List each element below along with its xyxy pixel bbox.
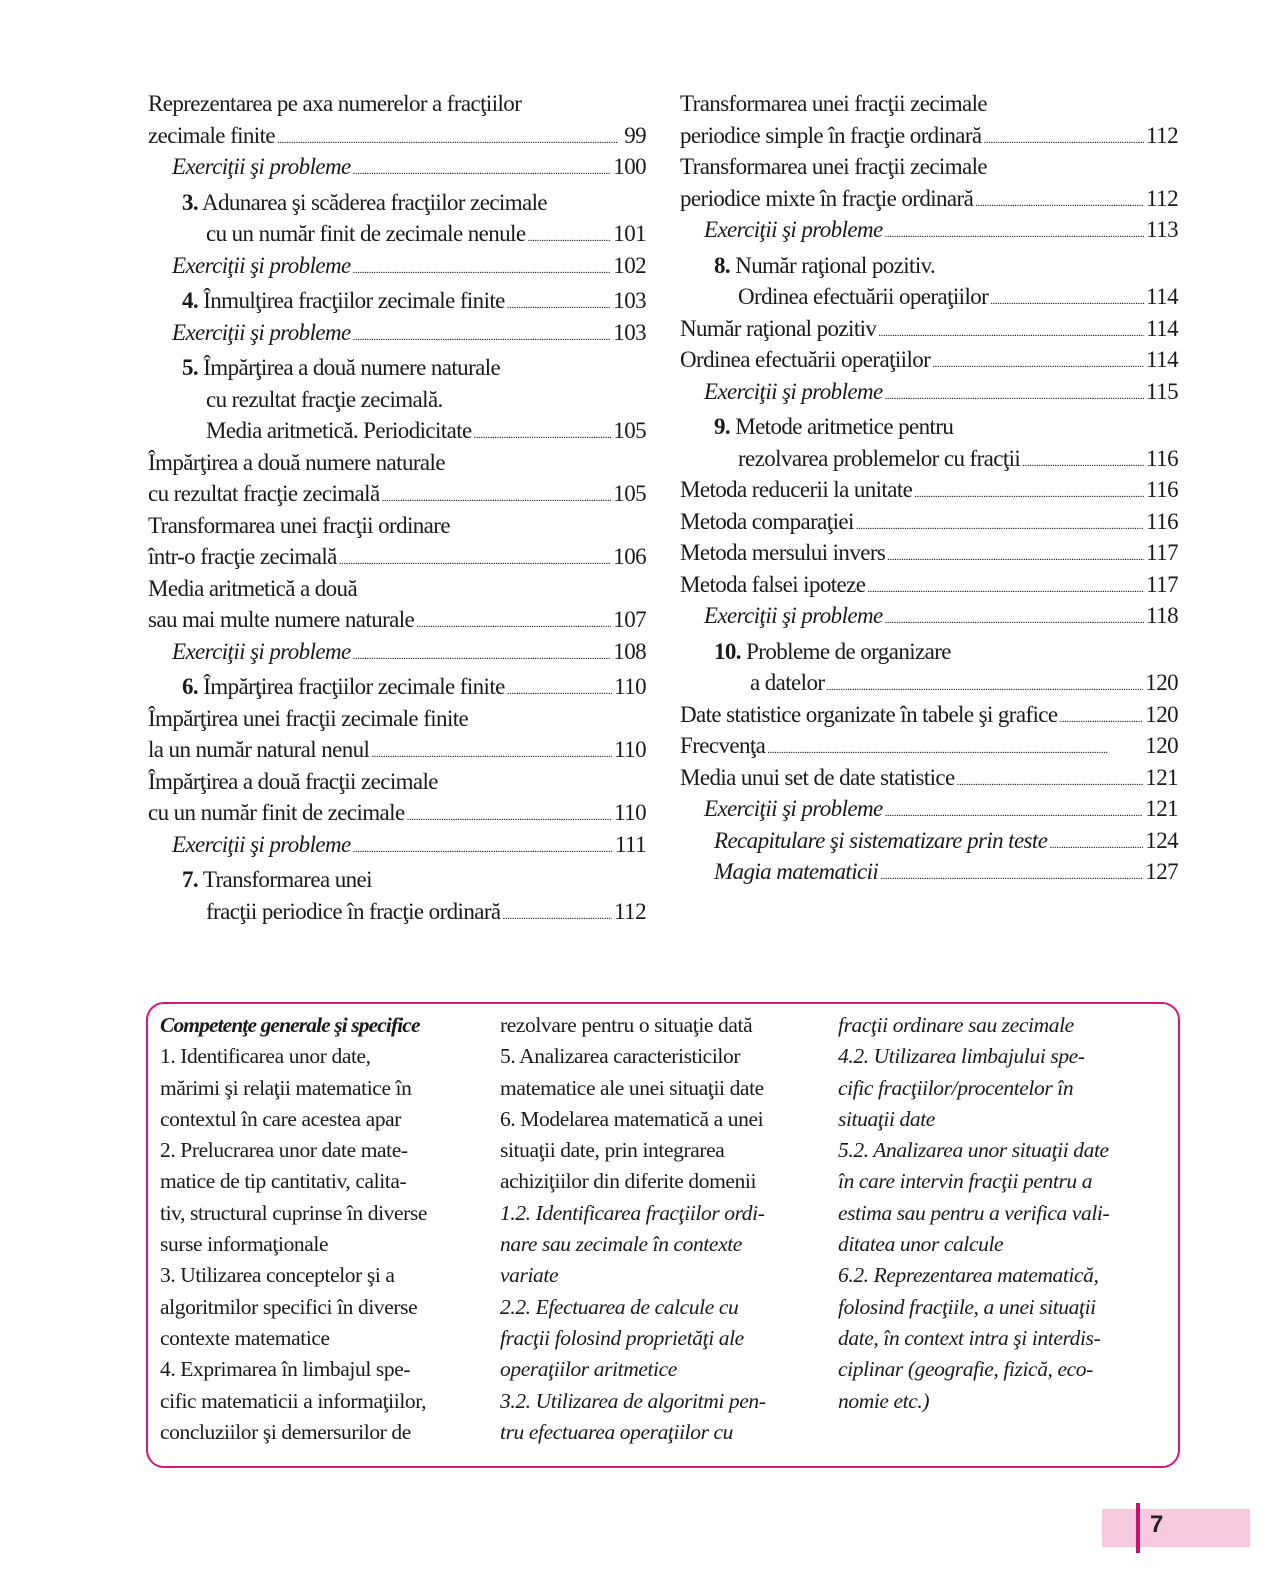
toc-entry — [680, 443, 1178, 475]
toc-page-number: 124 — [1145, 827, 1178, 853]
toc-page-number: 117 — [1146, 571, 1178, 597]
competence-line: ciplinar (geografie, fizică, eco- — [838, 1357, 1093, 1382]
toc-entry — [680, 151, 1178, 183]
toc-page-number: 103 — [613, 319, 646, 345]
toc-entry-title: zecimale finite — [148, 122, 276, 148]
toc-page-number: 121 — [1145, 796, 1178, 821]
toc-entry — [148, 151, 646, 183]
competence-line: rezolvare pentru o situaţie dată — [500, 1013, 753, 1037]
competences-column-3 — [838, 1010, 1168, 1417]
competence-line: situaţii date — [838, 1106, 935, 1131]
toc-leader-dots — [885, 600, 1145, 637]
competence-line: 5. Analizarea caracteristicilor — [500, 1044, 741, 1069]
toc-section-title: Metode aritmetice pentru — [735, 414, 954, 439]
competence-line: matice de tip cantitativ, calita- — [160, 1169, 407, 1194]
toc-entry — [148, 285, 646, 317]
toc-section-title: Împărţirea fracţiilor zecimale finite — [203, 674, 505, 699]
toc-entry-title: într-o fracţie zecimală — [148, 544, 337, 569]
toc-entry-title: Metoda falsei ipoteze — [680, 571, 866, 597]
competence-line: mărimi şi relaţii matematice în — [160, 1075, 412, 1100]
competence-line: 1. Identificarea unor date, — [160, 1044, 371, 1069]
toc-entry — [680, 762, 1178, 794]
competence-line: nare sau zecimale în contexte — [500, 1232, 742, 1257]
toc-entry-title — [714, 639, 951, 664]
toc-entry — [680, 600, 1178, 632]
toc-entry — [148, 510, 646, 542]
competence-line: fracţii folosind proprietăţi ale — [500, 1325, 744, 1350]
competence-line: tiv, structural cuprinse în diverse — [160, 1200, 428, 1225]
toc-entry-title: Exerciţii şi probleme — [172, 831, 351, 857]
competence-line: date, în context intra şi interdis- — [838, 1325, 1101, 1350]
toc-page-number: 107 — [613, 607, 646, 632]
toc-page-number: 105 — [613, 418, 646, 443]
toc-entry-title — [182, 671, 505, 703]
toc-entry-title: Media aritmetică. Periodicitate — [206, 418, 472, 443]
toc-page-number: 114 — [1146, 284, 1178, 309]
toc-leader-dots — [885, 214, 1145, 251]
toc-entry — [148, 829, 646, 861]
toc-entry-title: Număr raţional pozitiv — [680, 315, 877, 341]
toc-section-number: 7. — [182, 867, 199, 892]
toc-entry — [680, 730, 1178, 762]
toc-entry-title: Recapitulare şi sistematizare prin teste — [714, 827, 1048, 853]
toc-entry — [680, 506, 1178, 538]
toc-entry-title: Exerciţii şi probleme — [172, 638, 351, 664]
toc-leader-dots — [353, 151, 612, 188]
toc-entry-title — [182, 355, 500, 380]
toc-page-number: 103 — [613, 288, 646, 313]
toc-entry — [680, 376, 1178, 408]
toc-entry-title: fracţii periodice în fracţie ordinară — [206, 898, 501, 924]
toc-entry-title: Media aritmetică a două — [148, 575, 358, 601]
competence-line: în care intervin fracţii pentru a — [838, 1169, 1093, 1194]
toc-left-column — [148, 88, 646, 927]
toc-page-number: 127 — [1145, 859, 1178, 884]
toc-section-number: 5. — [182, 355, 199, 380]
toc-entry — [148, 573, 646, 605]
competence-line: nomie etc.) — [838, 1388, 930, 1413]
toc-page-number: 110 — [614, 800, 646, 825]
toc-entry-title — [182, 867, 372, 892]
toc-page-number: 110 — [614, 674, 646, 699]
toc-section-number: 9. — [714, 414, 731, 439]
page-number: 7 — [1150, 1511, 1164, 1538]
competence-line: 6. Modelarea matematică a unei — [500, 1106, 764, 1131]
toc-leader-dots — [353, 636, 612, 673]
competences-column-1 — [160, 1010, 482, 1448]
toc-section-title: Adunarea şi scăderea fracţiilor zecimale — [201, 189, 548, 215]
toc-entry-title — [714, 253, 935, 278]
toc-page-number: 120 — [1145, 733, 1178, 758]
toc-entry-title — [714, 414, 953, 439]
toc-entry — [148, 604, 646, 636]
toc-entry — [148, 636, 646, 668]
toc-entry — [148, 218, 646, 250]
toc-entry-title: Împărţirea unei fracţii zecimale finite — [148, 705, 469, 731]
toc-entry — [680, 699, 1178, 731]
toc-entry-title: Magia matematicii — [714, 859, 879, 884]
toc-entry — [148, 250, 646, 282]
competence-line: cific fracţiilor/procentelor în — [838, 1075, 1074, 1100]
toc-entry — [148, 352, 646, 384]
toc-page-number: 111 — [615, 831, 646, 857]
toc-entry — [148, 478, 646, 510]
competence-line: algoritmilor specifici în diverse — [160, 1294, 418, 1319]
toc-page-number: 120 — [1145, 701, 1178, 727]
competence-line: ditatea unor calcule — [838, 1232, 1004, 1257]
toc-entry — [680, 411, 1178, 443]
toc-entry — [680, 281, 1178, 313]
competence-line: cific matematicii a informaţiilor, — [160, 1388, 427, 1413]
toc-entry-title: Transformarea unei fracţii ordinare — [148, 512, 450, 538]
competence-line: concluziilor şi demersurilor de — [160, 1419, 411, 1444]
toc-page-number: 114 — [1146, 347, 1178, 372]
toc-page-number: 110 — [614, 737, 646, 762]
toc-page-number: 120 — [1145, 670, 1178, 695]
toc-entry-title: Date statistice organizate în tabele şi grafice — [680, 701, 1058, 727]
toc-leader-dots — [353, 829, 613, 866]
toc-section-title: Înmulţirea fracţiilor zecimale finite — [203, 288, 505, 313]
toc-section-number: 6. — [182, 674, 199, 699]
toc-entry-title: Ordinea efectuării operaţiilor — [680, 347, 931, 372]
toc-entry-title: Transformarea unei fracţii zecimale — [680, 154, 988, 179]
toc-section-number: 3. — [182, 189, 199, 215]
toc-page-number: 116 — [1146, 508, 1178, 534]
competence-line: 3.2. Utilizarea de algoritmi pen- — [500, 1388, 766, 1413]
competence-line: contexte matematice — [160, 1325, 330, 1350]
toc-page-number: 99 — [624, 122, 646, 148]
toc-entry-title: Împărţirea a două numere naturale — [148, 449, 445, 475]
toc-page-number: 121 — [1145, 764, 1178, 790]
toc-page-number: 118 — [1146, 603, 1178, 628]
toc-entry-title: periodice mixte în fracţie ordinară — [680, 185, 974, 211]
toc-entry-title: la un număr natural nenul — [148, 737, 370, 762]
toc-leader-dots — [885, 376, 1145, 413]
page-tab-bar — [1136, 1503, 1140, 1553]
competence-line: 4. Exprimarea în limbajul spe- — [160, 1357, 411, 1382]
toc-entry — [680, 313, 1178, 345]
toc-entry-title: rezolvarea problemelor cu fracţii — [738, 445, 1021, 471]
competence-line: 5.2. Analizarea unor situaţii date — [838, 1138, 1109, 1163]
toc-entry — [680, 537, 1178, 569]
competences-title: Competenţe generale şi specifice — [160, 1013, 420, 1037]
toc-page-number: 102 — [613, 252, 646, 278]
toc-section-title: Împărţirea a două numere naturale — [203, 355, 501, 380]
toc-entry — [680, 636, 1178, 668]
toc-entry-title: Exerciţii şi probleme — [704, 603, 883, 628]
toc-entry-title: Metoda reducerii la unitate — [680, 477, 913, 502]
toc-entry-title: Frecvenţa — [680, 733, 766, 758]
toc-entry-title: Metoda comparaţiei — [680, 508, 854, 534]
toc-entry-title: periodice simple în fracţie ordinară — [680, 122, 982, 148]
competence-line: surse informaţionale — [160, 1232, 329, 1257]
toc-entry-title: Reprezentarea pe axa numerelor a fracţiilor — [148, 91, 522, 116]
competence-line: variate — [500, 1263, 559, 1288]
toc-entry — [148, 864, 646, 896]
toc-entry — [680, 793, 1178, 825]
toc-section-title: Transformarea unei — [202, 867, 372, 892]
competences-box — [146, 1002, 1180, 1468]
toc-entry — [148, 120, 646, 152]
toc-entry-title: Media unui set de date statistice — [680, 764, 955, 790]
toc-entry-title: Exerciţii şi probleme — [172, 319, 351, 345]
competence-line: estima sau pentru a verifica vali- — [838, 1200, 1110, 1225]
toc-entry-title: Exerciţii şi probleme — [172, 252, 351, 278]
competence-line: fracţii ordinare sau zecimale — [838, 1013, 1074, 1037]
toc-page-number: 113 — [1146, 217, 1178, 242]
toc-entry — [148, 187, 646, 219]
competence-line: contextul în care acestea apar — [160, 1106, 402, 1131]
toc-page-number: 101 — [613, 221, 646, 246]
toc-entry-title: cu un număr finit de zecimale nenule — [206, 221, 526, 246]
competence-line: matematice ale unei situaţii date — [500, 1075, 764, 1100]
toc-leader-dots — [503, 896, 613, 933]
toc-entry — [680, 569, 1178, 601]
toc-entry — [148, 384, 646, 416]
toc-page-number: 112 — [614, 898, 646, 924]
toc-section-title: Probleme de organizare — [746, 638, 951, 664]
toc-section-number: 10. — [714, 638, 741, 664]
toc-entry-title: Exerciţii şi probleme — [704, 378, 883, 404]
toc-entry — [148, 317, 646, 349]
competence-line: 2. Prelucrarea unor date mate- — [160, 1138, 408, 1163]
toc-entry — [148, 797, 646, 829]
toc-entry — [680, 474, 1178, 506]
toc-entry — [148, 734, 646, 766]
toc-page-number: 112 — [1146, 122, 1178, 148]
toc-entry — [680, 250, 1178, 282]
toc-page-number: 117 — [1146, 540, 1178, 565]
toc-entry — [148, 896, 646, 928]
toc-entry-title: Exerciţii şi probleme — [172, 154, 351, 179]
toc-entry-title: Transformarea unei fracţii zecimale — [680, 91, 988, 116]
toc-page-number: 108 — [613, 638, 646, 664]
toc-entry — [148, 88, 646, 120]
toc-page-number: 116 — [1146, 477, 1178, 502]
competence-line: achiziţiilor din diferite domenii — [500, 1169, 757, 1194]
toc-entry — [680, 667, 1178, 699]
competence-line: folosind fracţiile, a unei situaţii — [838, 1294, 1096, 1319]
page-number-tab — [1102, 1509, 1250, 1547]
toc-page-number: 106 — [613, 544, 646, 569]
competence-line: 3. Utilizarea conceptelor şi a — [160, 1263, 395, 1288]
toc-right-column — [680, 88, 1178, 888]
toc-leader-dots — [353, 317, 612, 354]
toc-entry — [680, 825, 1178, 857]
toc-entry — [680, 214, 1178, 246]
toc-entry-title: Exerciţii şi probleme — [704, 217, 883, 242]
competence-line: 6.2. Reprezentarea matematică, — [838, 1263, 1099, 1288]
toc-entry-title: cu rezultat fracţie zecimală. — [206, 386, 443, 412]
competence-line: 4.2. Utilizarea limbajului spe- — [838, 1044, 1085, 1069]
toc-page-number: 112 — [1146, 185, 1178, 211]
competence-line: tru efectuarea operaţiilor cu — [500, 1419, 734, 1444]
toc-entry-title: Împărţirea a două fracţii zecimale — [148, 768, 438, 794]
toc-entry — [680, 183, 1178, 215]
toc-section-number: 4. — [182, 288, 199, 313]
toc-entry-title: Metoda mersului invers — [680, 540, 886, 565]
toc-entry-title: Exerciţii şi probleme — [704, 796, 883, 821]
toc-page-number: 116 — [1146, 445, 1178, 471]
toc-entry — [680, 120, 1178, 152]
toc-entry — [148, 766, 646, 798]
toc-leader-dots — [353, 250, 612, 287]
toc-entry — [148, 541, 646, 573]
competence-line: 1.2. Identificarea fracţiilor ordi- — [500, 1200, 765, 1225]
competence-line: situaţii date, prin integrarea — [500, 1138, 725, 1163]
toc-entry — [680, 88, 1178, 120]
toc-section-number: 8. — [714, 252, 731, 278]
toc-page-number: 115 — [1146, 378, 1178, 404]
toc-entry-title: cu un număr finit de zecimale — [148, 800, 405, 825]
toc-entry — [148, 447, 646, 479]
competence-line: 2.2. Efectuarea de calcule cu — [500, 1294, 739, 1319]
toc-entry-title: Ordinea efectuării operaţiilor — [738, 284, 989, 309]
toc-entry — [680, 856, 1178, 888]
toc-entry-title: sau mai multe numere naturale — [148, 607, 415, 632]
toc-entry-title — [182, 190, 547, 215]
toc-page-number: 114 — [1146, 315, 1178, 341]
toc-entry — [148, 671, 646, 703]
toc-entry — [680, 344, 1178, 376]
toc-entry-title — [182, 285, 505, 317]
toc-page-number: 100 — [613, 154, 646, 179]
toc-entry-title: a datelor — [750, 670, 825, 695]
toc-page-number: 105 — [613, 481, 646, 506]
competences-column-2 — [500, 1010, 822, 1448]
toc-leader-dots — [880, 856, 1143, 893]
toc-entry — [148, 415, 646, 447]
toc-section-title: Număr raţional pozitiv. — [735, 252, 936, 278]
toc-entry — [148, 703, 646, 735]
competence-line: operaţiilor aritmetice — [500, 1357, 677, 1382]
toc-entry-title: cu rezultat fracţie zecimală — [148, 481, 380, 506]
